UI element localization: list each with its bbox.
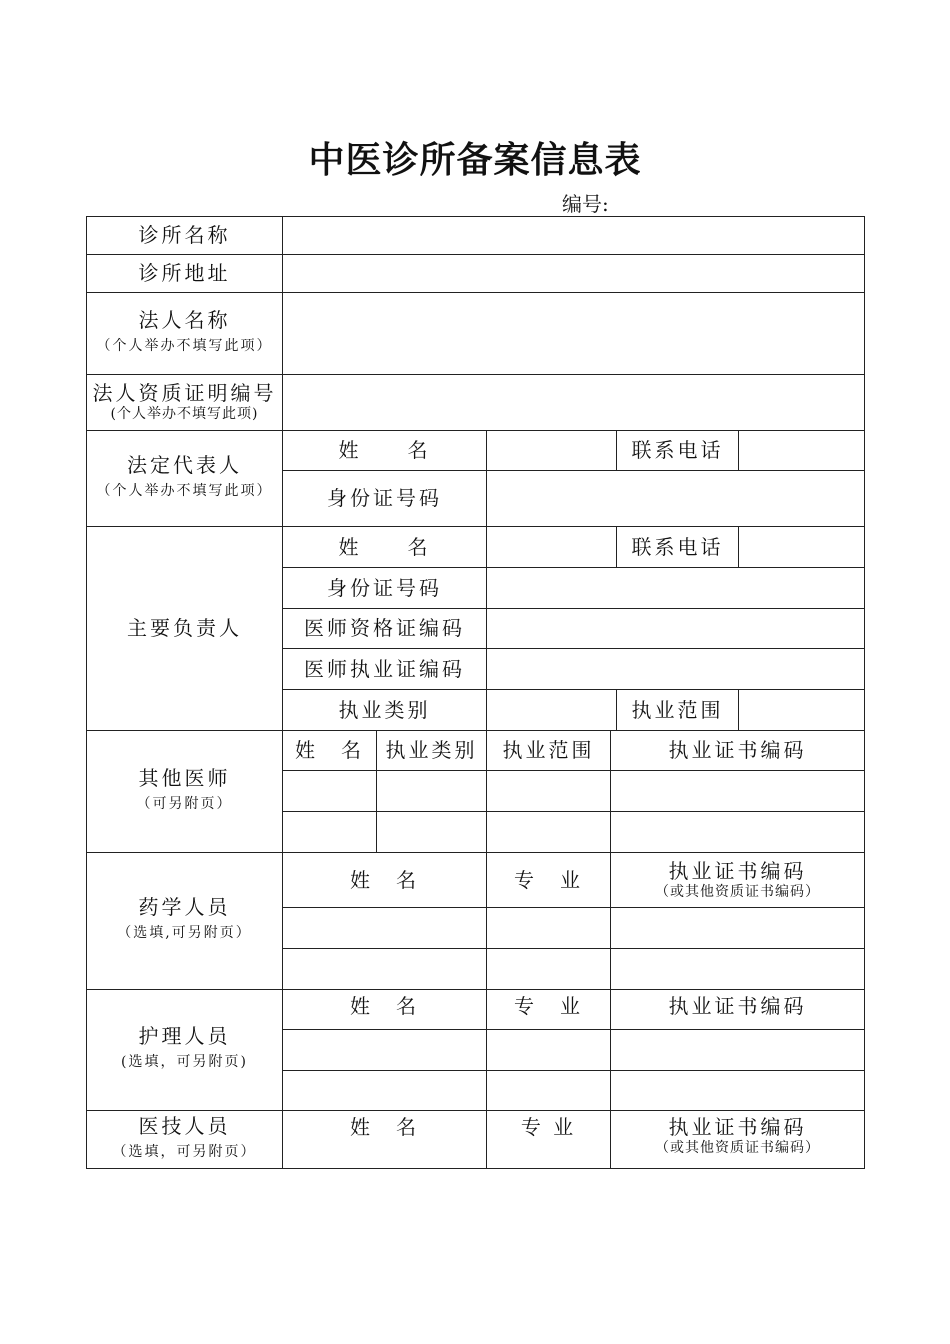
pharmacy-cert-field[interactable] <box>611 908 865 949</box>
other-doctor-scope-field[interactable] <box>487 812 611 853</box>
pharmacy-cert-field[interactable] <box>611 949 865 990</box>
other-doctors-col-scope: 执业范围 <box>487 731 611 771</box>
form-number-label: 编号: <box>562 192 609 216</box>
other-doctor-scope-field[interactable] <box>487 771 611 812</box>
other-doctors-col-category: 执业类别 <box>377 731 487 771</box>
clinic-name-label: 诊所名称 <box>87 217 283 255</box>
principal-qual-cert-label: 医师资格证编码 <box>283 609 487 649</box>
legal-name-label: 法人名称 （个人举办不填写此项） <box>87 293 283 375</box>
other-doctors-label: 其他医师 （可另附页） <box>87 731 283 853</box>
principal-category-field[interactable] <box>487 690 617 731</box>
other-doctors-col-cert: 执业证书编码 <box>611 731 865 771</box>
pharmacy-col-cert: 执业证书编码 （或其他资质证书编码） <box>611 853 865 908</box>
legal-rep-id-label: 身份证号码 <box>283 471 487 527</box>
pharmacy-name-field[interactable] <box>283 949 487 990</box>
clinic-address-field[interactable] <box>283 255 865 293</box>
clinic-address-label: 诊所地址 <box>87 255 283 293</box>
technicians-col-name: 姓 名 <box>283 1111 487 1169</box>
other-doctor-category-field[interactable] <box>377 812 487 853</box>
other-doctor-cert-field[interactable] <box>611 812 865 853</box>
other-doctor-category-field[interactable] <box>377 771 487 812</box>
pharmacy-col-major: 专 业 <box>487 853 611 908</box>
technicians-col-cert: 执业证书编码 （或其他资质证书编码） <box>611 1111 865 1169</box>
nursing-name-field[interactable] <box>283 1071 487 1111</box>
nursing-col-cert: 执业证书编码 <box>611 990 865 1030</box>
legal-rep-phone-field[interactable] <box>739 431 865 471</box>
nursing-label: 护理人员 (选填，可另附页) <box>87 990 283 1111</box>
legal-rep-label: 法定代表人 （个人举办不填写此项） <box>87 431 283 527</box>
nursing-major-field[interactable] <box>487 1071 611 1111</box>
pharmacy-label: 药学人员 （选填,可另附页） <box>87 853 283 990</box>
registration-form-table <box>86 216 865 1169</box>
pharmacy-note: （选填,可另附页） <box>117 925 252 942</box>
principal-scope-field[interactable] <box>739 690 865 731</box>
other-doctors-col-name: 姓 名 <box>283 731 377 771</box>
principal-name-label: 姓 名 <box>283 527 487 568</box>
nursing-cert-field[interactable] <box>611 1030 865 1071</box>
other-doctors-note: （可另附页） <box>136 795 233 812</box>
legal-rep-phone-label: 联系电话 <box>617 431 739 471</box>
principal-practice-cert-field[interactable] <box>487 649 865 690</box>
technicians-col-cert-note: （或其他资质证书编码） <box>655 1140 821 1156</box>
principal-label: 主要负责人 <box>87 527 283 731</box>
other-doctor-name-field[interactable] <box>283 812 377 853</box>
nursing-note: (选填，可另附页) <box>121 1054 248 1071</box>
other-doctor-name-field[interactable] <box>283 771 377 812</box>
nursing-cert-field[interactable] <box>611 1071 865 1111</box>
pharmacy-major-field[interactable] <box>487 949 611 990</box>
nursing-major-field[interactable] <box>487 1030 611 1071</box>
principal-phone-field[interactable] <box>739 527 865 568</box>
technicians-label: 医技人员 （选填，可另附页） <box>87 1111 283 1169</box>
principal-id-label: 身份证号码 <box>283 568 487 609</box>
technicians-col-major: 专 业 <box>487 1111 611 1169</box>
principal-phone-label: 联系电话 <box>617 527 739 568</box>
page-title: 中医诊所备案信息表 <box>308 139 642 181</box>
legal-name-field[interactable] <box>283 293 865 375</box>
legal-name-note: （个人举办不填写此项） <box>96 337 273 354</box>
principal-scope-label: 执业范围 <box>617 690 739 731</box>
legal-cert-note: (个人举办不填写此项) <box>110 406 259 423</box>
principal-name-field[interactable] <box>487 527 617 568</box>
pharmacy-col-cert-note: （或其他资质证书编码） <box>655 883 821 900</box>
clinic-name-field[interactable] <box>283 217 865 255</box>
nursing-col-name: 姓 名 <box>283 990 487 1030</box>
legal-rep-name-label: 姓 名 <box>283 431 487 471</box>
principal-category-label: 执业类别 <box>283 690 487 731</box>
legal-rep-name-field[interactable] <box>487 431 617 471</box>
nursing-col-major: 专 业 <box>487 990 611 1030</box>
legal-cert-label: 法人资质证明编号 (个人举办不填写此项) <box>87 375 283 431</box>
legal-rep-note: （个人举办不填写此项） <box>96 482 273 499</box>
pharmacy-col-name: 姓 名 <box>283 853 487 908</box>
nursing-name-field[interactable] <box>283 1030 487 1071</box>
legal-rep-id-field[interactable] <box>487 471 865 527</box>
pharmacy-major-field[interactable] <box>487 908 611 949</box>
technicians-note: （选填，可另附页） <box>112 1143 257 1160</box>
other-doctor-cert-field[interactable] <box>611 771 865 812</box>
principal-practice-cert-label: 医师执业证编码 <box>283 649 487 690</box>
principal-qual-cert-field[interactable] <box>487 609 865 649</box>
legal-cert-field[interactable] <box>283 375 865 431</box>
principal-id-field[interactable] <box>487 568 865 609</box>
pharmacy-name-field[interactable] <box>283 908 487 949</box>
